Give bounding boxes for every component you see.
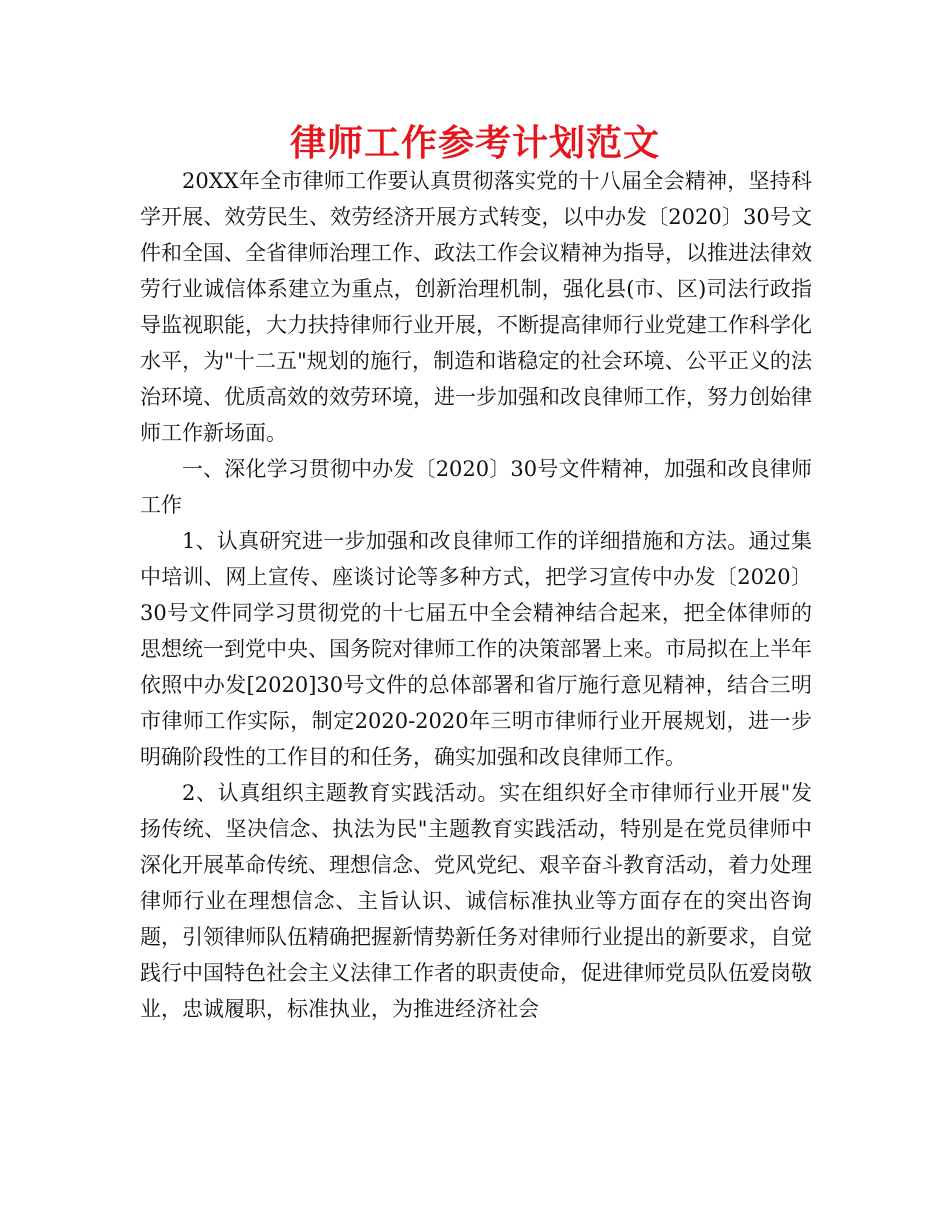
document-body: [140, 163, 812, 1027]
paragraph-section-heading: 一、深化学习贯彻中办发〔2020〕30号文件精神，加强和改良律师工作: [140, 457, 812, 517]
paragraph-item-2: 2、认真组织主题教育实践活动。实在组织好全市律师行业开展"发扬传统、坚决信念、执法为民"主题教育实践活动，特别是在党员律师中深化开展革命传统、理想信念、党风党纪、艰辛奋斗教育活动，着力处理律师行业在理想信念、主旨认识、诚信标准执业等方面存在的突出咨询题，引领律师队伍精确把握新情势新任务对律师行业提出的新要求，自觉践行中国特色社会主义法律工作者的职责使命，促进律师党员队伍爱岗敬业，忠诚履职，标准执业，为推进经济社会: [140, 781, 812, 1021]
paragraph-intro: 20XX年全市律师工作要认真贯彻落实党的十八届全会精神，坚持科学开展、效劳民生、效劳经济开展方式转变，以中办发〔2020〕30号文件和全国、全省律师治理工作、政法工作会议精神为指导，以推进法律效劳行业诚信体系建立为重点，创新治理机制，强化县(市、区)司法行政指导监视职能，大力扶持律师行业开展，不断提高律师行业党建工作科学化水平，为"十二五"规划的施行，制造和谐稳定的社会环境、公平正义的法治环境、优质高效的效劳环境，进一步加强和改良律师工作，努力创始律师工作新场面。: [140, 169, 812, 445]
paragraph-item-1: 1、认真研究进一步加强和改良律师工作的详细措施和方法。通过集中培训、网上宣传、座谈讨论等多种方式，把学习宣传中办发〔2020〕30号文件同学习贯彻党的十七届五中全会精神结合起来，把全体律师的思想统一到党中央、国务院对律师工作的决策部署上来。市局拟在上半年依照中办发[2020]30号文件的总体部署和省厅施行意见精神，结合三明市律师工作实际，制定2020-2020年三明市律师行业开展规划，进一步明确阶段性的工作目的和任务，确实加强和改良律师工作。: [140, 529, 812, 769]
document-title: 律师工作参考计划范文: [289, 123, 660, 164]
